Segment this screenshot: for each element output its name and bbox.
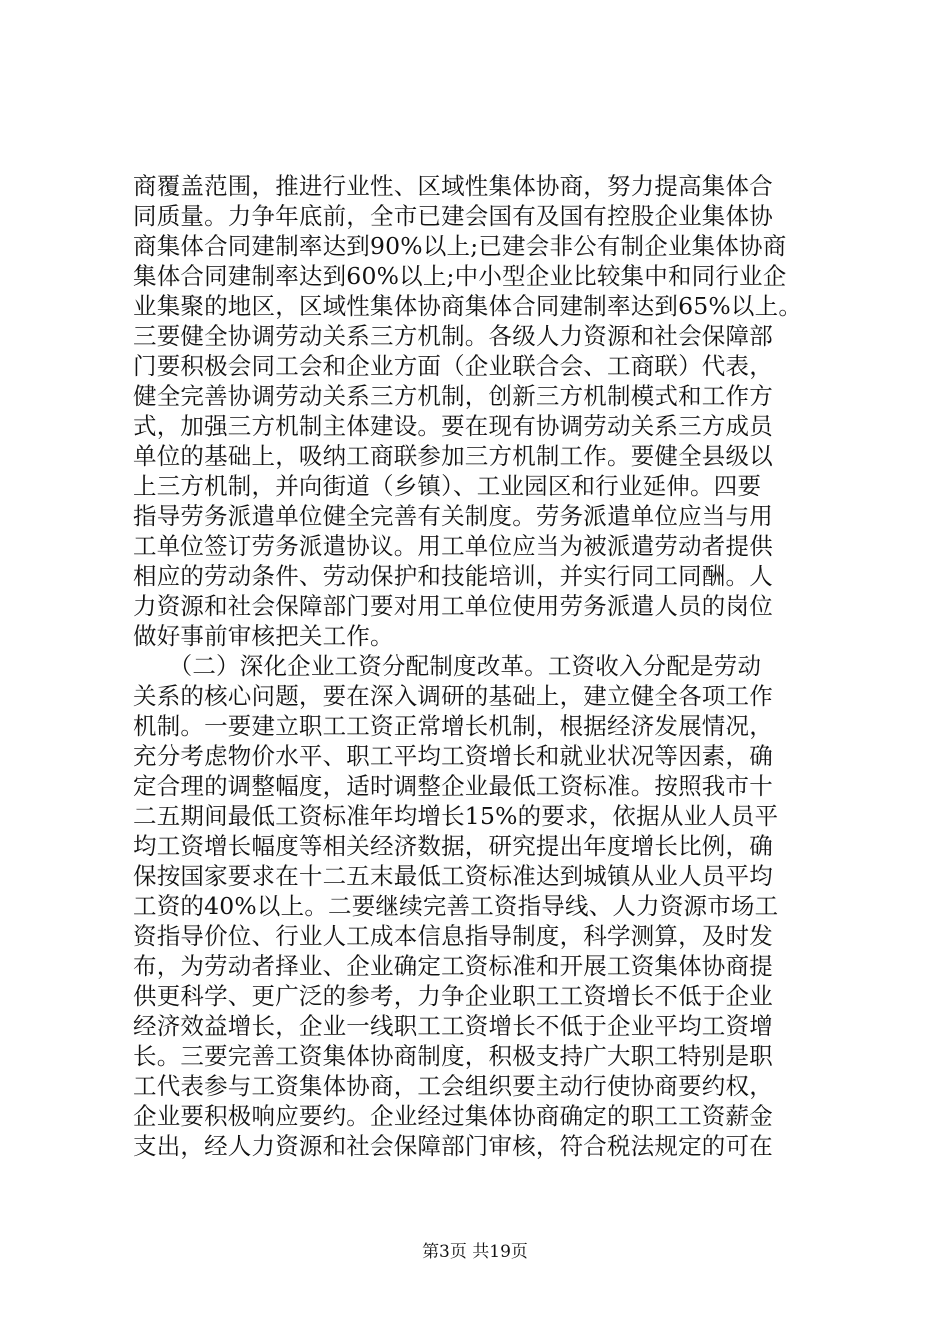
text-line: 资指导价位、行业人工成本信息指导制度，科学测算，及时发 <box>133 922 773 950</box>
text-line: 上三方机制，并向街道（乡镇）、工业园区和行业延伸。四要 <box>133 472 762 500</box>
text-line: 支出，经人力资源和社会保障部门审核，符合税法规定的可在 <box>133 1132 773 1160</box>
text-line: 健全完善协调劳动关系三方机制，创新三方机制模式和工作方 <box>133 382 773 410</box>
text-line: 定合理的调整幅度，适时调整企业最低工资标准。按照我市十 <box>133 772 773 800</box>
text-line: 供更科学、更广泛的参考，力争企业职工工资增长不低于企业 <box>133 982 773 1010</box>
page-footer: 第3页 共19页 <box>422 1242 528 1262</box>
text-line: 集体合同建制率达到60%以上;中小型企业比较集中和同行业企 <box>133 262 787 290</box>
text-line: 做好事前审核把关工作。 <box>133 622 394 650</box>
text-line: 工代表参与工资集体协商，工会组织要主动行使协商要约权， <box>133 1072 773 1100</box>
text-line: （二）深化企业工资分配制度改革。工资收入分配是劳动 <box>133 652 762 680</box>
text-line: 工资的40%以上。二要继续完善工资指导线、人力资源市场工 <box>133 892 779 920</box>
text-line: 相应的劳动条件、劳动保护和技能培训，并实行同工同酬。人 <box>133 562 773 590</box>
text-line: 三要健全协调劳动关系三方机制。各级人力资源和社会保障部 <box>133 322 773 350</box>
text-line: 二五期间最低工资标准年均增长15%的要求，依据从业人员平 <box>133 802 779 830</box>
body-text <box>133 171 833 1161</box>
text-line: 长。三要完善工资集体协商制度，积极支持广大职工特别是职 <box>133 1042 773 1070</box>
text-line: 单位的基础上，吸纳工商联参加三方机制工作。要健全县级以 <box>133 442 773 470</box>
text-line: 经济效益增长，企业一线职工工资增长不低于企业平均工资增 <box>133 1012 773 1040</box>
text-line: 力资源和社会保障部门要对用工单位使用劳务派遣人员的岗位 <box>133 592 773 620</box>
text-line: 门要积极会同工会和企业方面（企业联合会、工商联）代表， <box>133 352 773 380</box>
text-line: 商集体合同建制率达到90%以上;已建会非公有制企业集体协商 <box>133 232 787 260</box>
text-line: 工单位签订劳务派遣协议。用工单位应当为被派遣劳动者提供 <box>133 532 773 560</box>
text-line: 同质量。力争年底前，全市已建会国有及国有控股企业集体协 <box>133 202 773 230</box>
text-line: 式，加强三方机制主体建设。要在现有协调劳动关系三方成员 <box>133 412 773 440</box>
text-line: 关系的核心问题，要在深入调研的基础上，建立健全各项工作 <box>133 682 773 710</box>
text-line: 均工资增长幅度等相关经济数据，研究提出年度增长比例，确 <box>133 832 773 860</box>
text-line: 布，为劳动者择业、企业确定工资标准和开展工资集体协商提 <box>133 952 773 980</box>
text-line: 业集聚的地区，区域性集体协商集体合同建制率达到65%以上。 <box>133 292 803 320</box>
text-line: 机制。一要建立职工工资正常增长机制，根据经济发展情况， <box>133 712 773 740</box>
text-line: 商覆盖范围，推进行业性、区域性集体协商，努力提高集体合 <box>133 172 773 200</box>
text-line: 保按国家要求在十二五末最低工资标准达到城镇从业人员平均 <box>133 862 773 890</box>
text-line: 企业要积极响应要约。企业经过集体协商确定的职工工资薪金 <box>133 1102 773 1130</box>
text-line: 充分考虑物价水平、职工平均工资增长和就业状况等因素，确 <box>133 742 773 770</box>
text-line: 指导劳务派遣单位健全完善有关制度。劳务派遣单位应当与用 <box>133 502 773 530</box>
